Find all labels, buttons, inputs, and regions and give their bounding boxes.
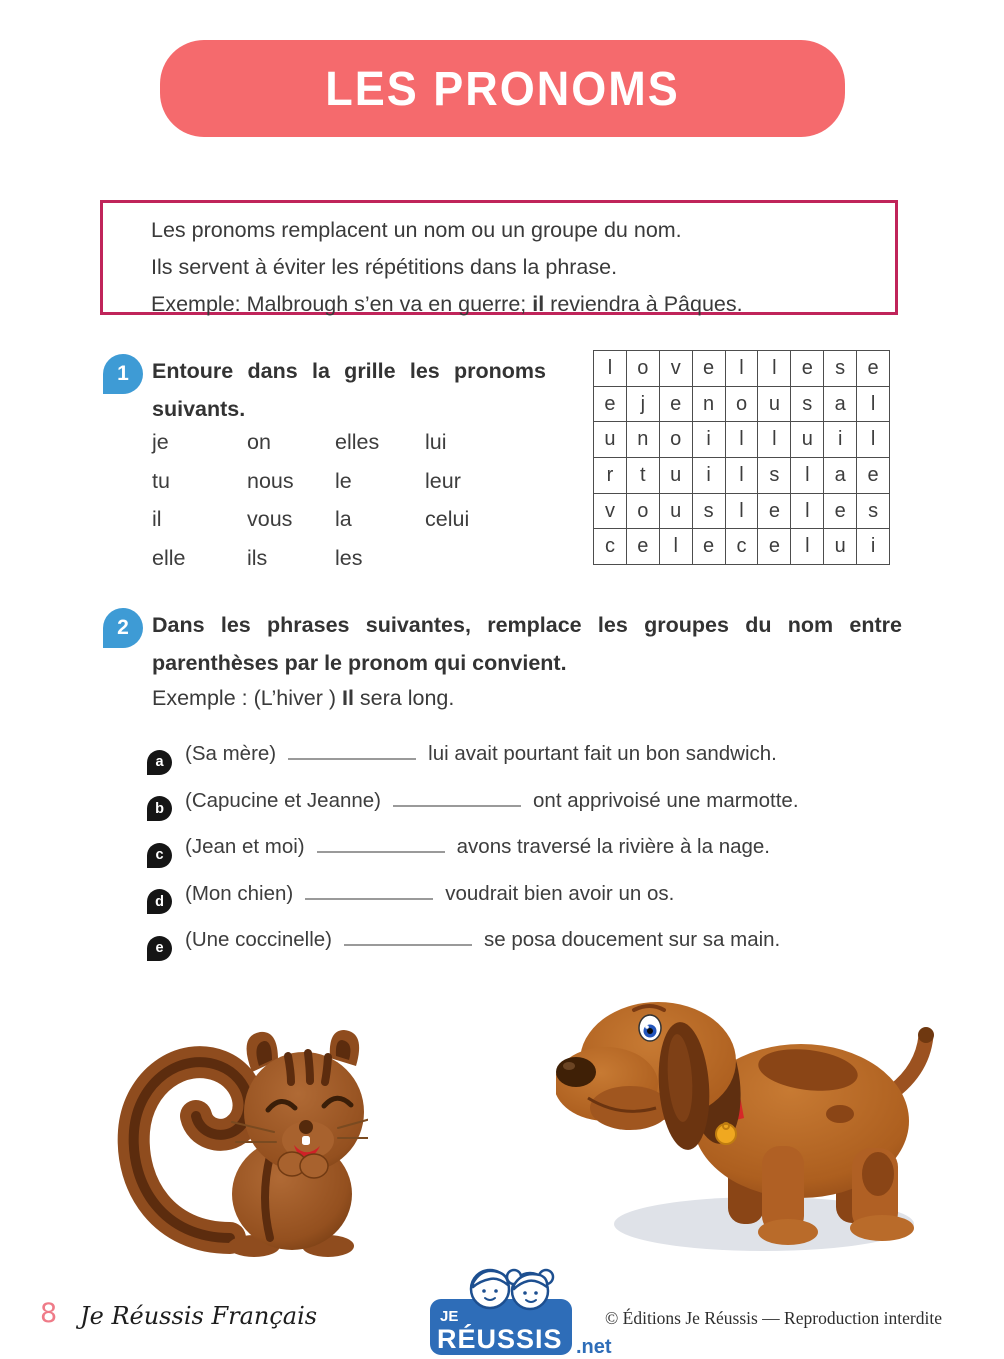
grid-cell: s — [857, 493, 890, 529]
grid-cell: e — [692, 351, 725, 387]
rule-line-3: Exemple: Malbrough s’en va en guerre; il reviendra à Pâques. — [151, 292, 743, 316]
pronoun: le — [335, 468, 352, 493]
noun-group: (Mon chien) — [185, 881, 294, 905]
grid-cell: e — [692, 529, 725, 565]
grid-cell: i — [857, 529, 890, 565]
sentence-items — [147, 742, 927, 975]
pronoun: je — [152, 430, 169, 454]
pronoun: elles — [335, 430, 380, 454]
grid-cell: l — [857, 386, 890, 422]
grid-cell: i — [692, 422, 725, 458]
grid-cell: l — [725, 458, 758, 494]
dog-illustration — [556, 966, 944, 1267]
noun-group: (Une coccinelle) — [185, 928, 332, 951]
letter-grid — [593, 350, 890, 565]
grid-cell: l — [857, 422, 890, 458]
grid-cell: i — [692, 458, 725, 494]
noun-group: (Sa mère) — [185, 742, 277, 765]
sentence-rest: avons traversé la rivière à la nage. — [456, 835, 770, 858]
grid-cell: e — [758, 529, 791, 565]
grid-cell: l — [791, 493, 824, 529]
pronoun: nous — [247, 468, 294, 493]
grid-cell: i — [824, 422, 857, 458]
grid-row — [594, 351, 890, 387]
pronoun: tu — [152, 468, 170, 493]
answer-blank — [393, 805, 521, 807]
item-letter-badge: e — [147, 936, 172, 961]
grid-cell: r — [594, 458, 627, 494]
grid-cell: u — [758, 386, 791, 422]
grid-cell: e — [626, 529, 659, 565]
grid-cell: s — [791, 386, 824, 422]
sentence-rest: ont apprivoisé une marmotte. — [533, 788, 799, 812]
grid-cell: u — [824, 529, 857, 565]
copyright-notice: © Éditions Je Réussis — Reproduction interdite — [604, 1308, 942, 1328]
sentence-item-d — [147, 882, 927, 908]
grid-cell: o — [626, 493, 659, 529]
pronoun: ils — [247, 545, 268, 570]
grid-cell: c — [725, 529, 758, 565]
answer-blank — [305, 898, 433, 900]
pronoun: il — [152, 507, 162, 531]
pronoun: vous — [247, 507, 293, 531]
logo-text-je: JE — [440, 1308, 459, 1325]
grid-cell: l — [659, 529, 692, 565]
pronoun: leur — [425, 468, 461, 493]
item-letter-badge: c — [147, 843, 172, 868]
squirrel-illustration — [112, 1006, 368, 1263]
sentence-item-b — [147, 789, 927, 815]
exercise-2-badge: 2 — [103, 608, 143, 648]
grid-cell: u — [659, 493, 692, 529]
rule-line-1: Les pronoms remplacent un nom ou un groupe du nom. — [151, 218, 682, 242]
page-title: LES PRONOMS — [325, 60, 680, 116]
sentence-item-a — [147, 742, 927, 768]
grid-cell: s — [758, 458, 791, 494]
page-number: 8 — [40, 1298, 58, 1329]
grid-cell: e — [857, 458, 890, 494]
grid-cell: a — [824, 458, 857, 494]
grid-cell: v — [659, 351, 692, 387]
squirrel-icon — [112, 1006, 368, 1258]
grid-cell: s — [824, 351, 857, 387]
dog-icon — [556, 966, 944, 1262]
sentence-rest: voudrait bien avoir un os. — [445, 881, 675, 905]
noun-group: (Jean et moi) — [185, 835, 305, 858]
grid-cell: e — [791, 351, 824, 387]
rule-line-2: Ils servent à éviter les répétitions dans la phrase. — [151, 255, 618, 279]
sentence-rest: lui avait pourtant fait un bon sandwich. — [428, 742, 777, 765]
answer-blank — [317, 851, 445, 853]
grid-cell: e — [594, 386, 627, 422]
grid-cell: l — [791, 529, 824, 565]
exercise-2-instruction: Dans les phrases suivantes, remplace les groupes du nom entre parenthèses par le pronom qui convient. — [152, 613, 902, 675]
exercise-2-example: Exemple : (L’hiver ) Il sera long. — [152, 686, 455, 710]
noun-group: (Capucine et Jeanne) — [185, 788, 382, 812]
grid-cell: c — [594, 529, 627, 565]
grid-cell: e — [857, 351, 890, 387]
pronoun: les — [335, 545, 363, 570]
grid-cell: l — [594, 351, 627, 387]
pronoun-list — [152, 430, 510, 571]
grid-cell: o — [659, 422, 692, 458]
exercise-1-instruction: Entoure dans la grille les pronoms suivants. — [152, 359, 546, 421]
grid-cell: t — [626, 458, 659, 494]
grid-cell: e — [659, 386, 692, 422]
sentence-item-e — [147, 928, 927, 954]
grid-cell: j — [626, 386, 659, 422]
grid-cell: o — [626, 351, 659, 387]
series-title: Je Réussis Français — [80, 1302, 318, 1330]
item-letter-badge: a — [147, 750, 172, 775]
item-letter-badge: b — [147, 796, 172, 821]
grid-row — [594, 422, 890, 458]
grid-cell: u — [791, 422, 824, 458]
pronoun: celui — [425, 507, 470, 531]
grid-cell: l — [725, 422, 758, 458]
pronoun: lui — [425, 430, 447, 454]
grid-cell: s — [692, 493, 725, 529]
grid-cell: l — [758, 351, 791, 387]
sentence-rest: se posa doucement sur sa main. — [483, 928, 781, 951]
logo-text-net: .net — [576, 1336, 612, 1358]
grid-cell: l — [725, 493, 758, 529]
answer-blank — [344, 944, 472, 946]
pronoun: elle — [152, 545, 186, 570]
sentence-item-c — [147, 835, 927, 861]
grid-row — [594, 458, 890, 494]
grid-cell: e — [758, 493, 791, 529]
grid-cell: u — [594, 422, 627, 458]
pronoun: la — [335, 507, 352, 531]
item-letter-badge: d — [147, 889, 172, 914]
pronoun: on — [247, 430, 271, 454]
grid-row — [594, 386, 890, 422]
grid-cell: n — [692, 386, 725, 422]
exercise-1-badge: 1 — [103, 354, 143, 394]
grid-cell: v — [594, 493, 627, 529]
lesson-rule-box — [100, 200, 898, 315]
title-banner — [160, 40, 845, 137]
grid-cell: l — [758, 422, 791, 458]
grid-cell: e — [824, 493, 857, 529]
grid-row — [594, 529, 890, 565]
grid-cell: a — [824, 386, 857, 422]
grid-cell: l — [791, 458, 824, 494]
grid-cell: u — [659, 458, 692, 494]
grid-cell: l — [725, 351, 758, 387]
answer-blank — [288, 758, 416, 760]
grid-cell: n — [626, 422, 659, 458]
grid-cell: o — [725, 386, 758, 422]
grid-row — [594, 493, 890, 529]
logo-text-reussis: RÉUSSIS — [437, 1324, 563, 1354]
